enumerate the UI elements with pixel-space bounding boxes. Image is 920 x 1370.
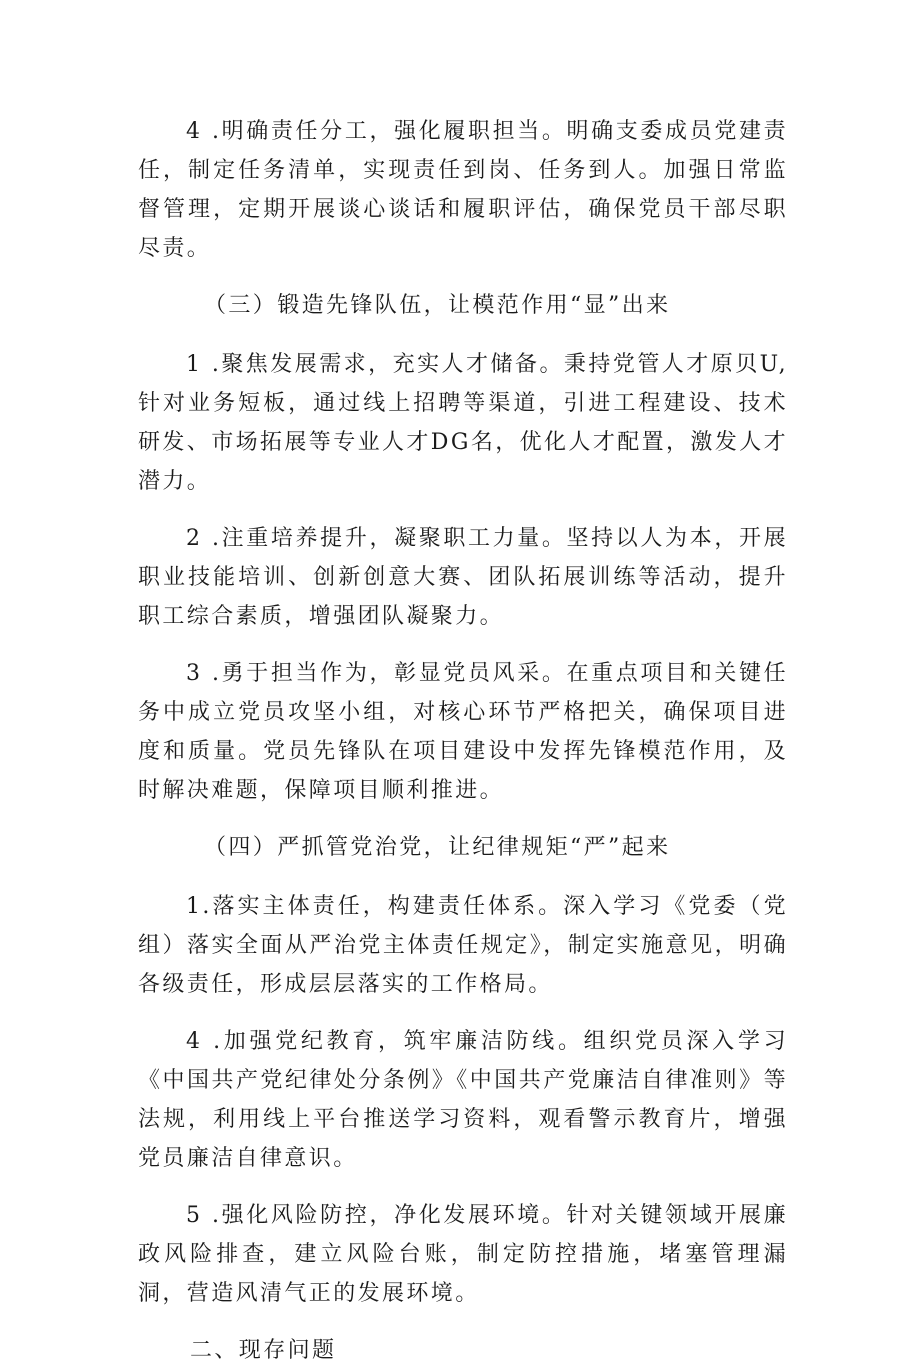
paragraph-talent-reserve: 1 .聚焦发展需求，充实人才储备。秉持党管人才原贝U,针对业务短板，通过线上招聘等渠道，引进工程建设、技术研发、市场拓展等专业人才DG名，优化人才配置，激发人才潜力。 xyxy=(138,352,789,494)
paragraph-responsibility-division: 4 .明确责任分工，强化履职担当。明确支委成员党建责任，制定任务清单，实现责任到岗、任务到人。加强日常监督管理，定期开展谈心谈话和履职评估，确保党员干部尽职尽责。 xyxy=(138,119,788,261)
section-heading-party-discipline: （四）严抓管党治党，让纪律规矩“严”起来 xyxy=(204,835,671,860)
section-heading-existing-problems: 二、现存问题 xyxy=(190,1338,337,1363)
paragraph-risk-control: 5 .强化风险防控，净化发展环境。针对关键领域开展廉政风险排查，建立风险台账，制定防控措施，堵塞管理漏洞，营造风清气正的发展环境。 xyxy=(138,1203,788,1306)
paragraph-staff-training: 2 .注重培养提升，凝聚职工力量。坚持以人为本，开展职业技能培训、创新创意大赛、团队拓展训练等活动，提升职工综合素质，增强团队凝聚力。 xyxy=(138,526,788,629)
section-heading-vanguard-team: （三）锻造先锋队伍，让模范作用“显”出来 xyxy=(204,293,671,318)
paragraph-main-responsibility: 1.落实主体责任，构建责任体系。深入学习《党委（党组）落实全面从严治党主体责任规定》，制定实施意见，明确各级责任，形成层层落实的工作格局。 xyxy=(138,894,788,997)
paragraph-party-member-role: 3 .勇于担当作为，彰显党员风采。在重点项目和关键任务中成立党员攻坚小组，对核心环节严格把关，确保项目进度和质量。党员先锋队在项目建设中发挥先锋模范作用，及时解决难题，保障项目顺利推进。 xyxy=(138,661,788,803)
paragraph-discipline-education: 4 .加强党纪教育，筑牢廉洁防线。组织党员深入学习《中国共产党纪律处分条例》《中国共产党廉洁自律准则》等法规，利用线上平台推送学习资料，观看警示教育片，增强党员廉洁自律意识。 xyxy=(138,1029,788,1171)
